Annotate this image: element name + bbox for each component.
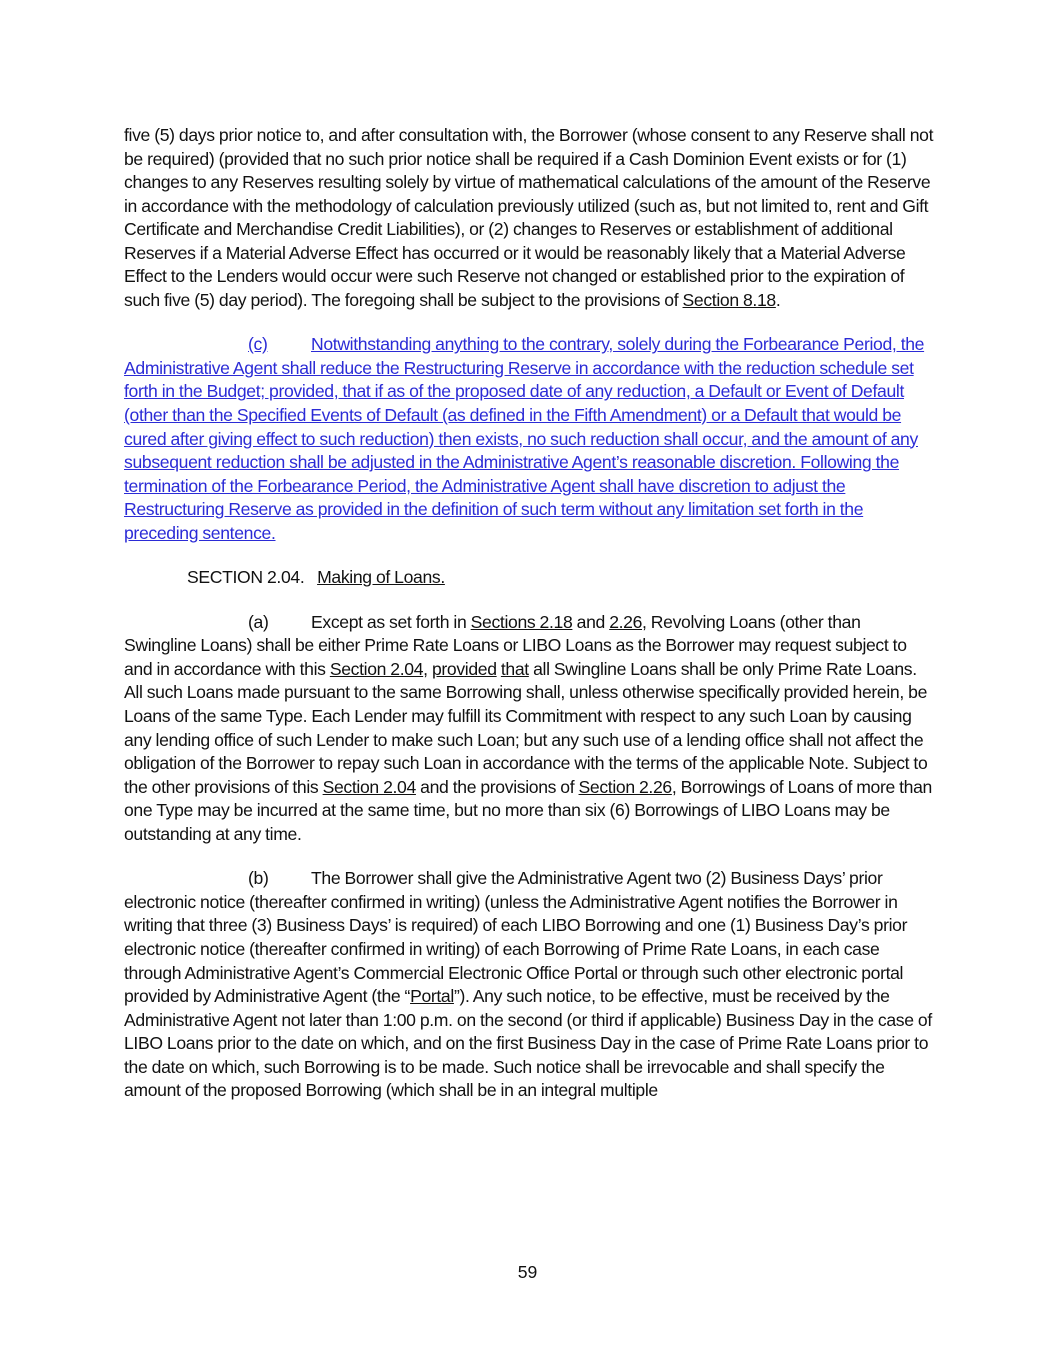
- section-reference-link: Section 2.04: [329, 658, 424, 679]
- document-page: [124, 124, 936, 1103]
- defined-term-portal: Portal: [410, 986, 454, 1007]
- section-heading: [124, 566, 936, 590]
- clause-label: (b): [248, 868, 269, 889]
- clause-label: (c): [248, 334, 268, 355]
- emphasis-provided: provided: [431, 658, 497, 679]
- section-reference-link: Sections 2.18: [470, 611, 573, 632]
- section-title: Making of Loans.: [317, 567, 445, 588]
- paragraph-reserve-notice: five (5) days prior notice to, and after consultation with, the Borrower (whose consent to any Reserve shall not be required) (provided that no such prior notice shall be required if a Cash Dominion Event exists or for (1) changes to any Reserves resulting solely by virtue of mathematical calculations of the amount of the Reserve in accordance with the methodology of calculation previously utilized (such as, but not limited to, rent and Gift Certificate and Merchandise Credit Liabilities), or (2) changes to Reserves or establishment of additional Reserves if a Material Adverse Effect has occurred or it would be reasonably likely that a Material Adverse Effect to the Lenders would occur were such Reserve not changed or established prior to the expiration of such five (5) day period). The foregoing shall be subject to the provisions of Section 8.18.: [124, 125, 934, 310]
- section-number: SECTION 2.04.: [187, 567, 305, 588]
- clause-label: (a): [248, 611, 269, 632]
- paragraph-b-notice: (b) The Borrower shall give the Administrative Agent two (2) Business Days’ prior electronic notice (thereafter confirmed in writing) (unless the Administrative Agent notifies the Borrower in writing that three (3) Business Days’ is required) of each LIBO Borrowing and one (1) Business Day’s prior electronic notice (thereafter confirmed in writing) of each Borrowing of Prime Rate Loans, in each case through Administrative Agent’s Commercial Electronic Office Portal or through such other electronic portal provided by Administrative Agent (the “Portal”). Any such notice, to be effective, must be received by the Administrative Agent not later than 1:00 p.m. on the second (or third if applicable) Business Day in the case of LIBO Loans prior to the date on which, and on the first Business Day in the case of Prime Rate Loans prior to the date on which, such Borrowing is to be made. Such notice shall be irrevocable and shall specify the amount of the proposed Borrowing (which shall be in an integral multiple: [124, 868, 932, 1101]
- page-number: 59: [517, 1262, 538, 1282]
- paragraph-c-inserted-text: [124, 333, 936, 545]
- section-reference-link: Section 8.18: [682, 289, 776, 310]
- inserted-text: Notwithstanding anything to the contrary, solely during the Forbearance Period, the Administrative Agent shall reduce the Restructuring Reserve in accordance with the reduction schedule set forth in the Budget; provided, that if as of the proposed date of any reduction, a Default or Event of Default (other than the Specified Events of Default (as defined in the Fifth Amendment) or a Default that would be cured after giving effect to such reduction) then exists, no such reduction shall occur, and the amount of any subsequent reduction shall be adjusted in the Administrative Agent’s reasonable discretion. Following the termination of the Forbearance Period, the Administrative Agent shall have discretion to adjust the Restructuring Reserve as provided in the definition of such term without any limitation set forth in the preceding sentence.: [124, 334, 925, 543]
- section-reference-link: Section 2.26: [578, 776, 672, 797]
- section-reference-link: Section 2.04: [322, 776, 416, 797]
- section-reference-link: 2.26: [609, 611, 643, 632]
- paragraph-a-loans: (a) Except as set forth in Sections 2.18 and 2.26, Revolving Loans (other than Swingline Loans) shall be either Prime Rate Loans or LIBO Loans as the Borrower may request subject to and in accordance with this Section 2.04, provided that all Swingline Loans shall be only Prime Rate Loans. All such Loans made pursuant to the same Borrowing shall, unless otherwise specifically provided herein, be Loans of the same Type. Each Lender may fulfill its Commitment with respect to any such Loan by causing any lending office of such Lender to make such Loan; but any such use of a lending office shall not affect the obligation of the Borrower to repay such Loan in accordance with the terms of the applicable Note. Subject to the other provisions of this Section 2.04 and the provisions of Section 2.26, Borrowings of Loans of more than one Type may be incurred at the same time, but no more than six (6) Borrowings of LIBO Loans may be outstanding at any time.: [124, 611, 932, 844]
- emphasis-that: that: [500, 658, 529, 679]
